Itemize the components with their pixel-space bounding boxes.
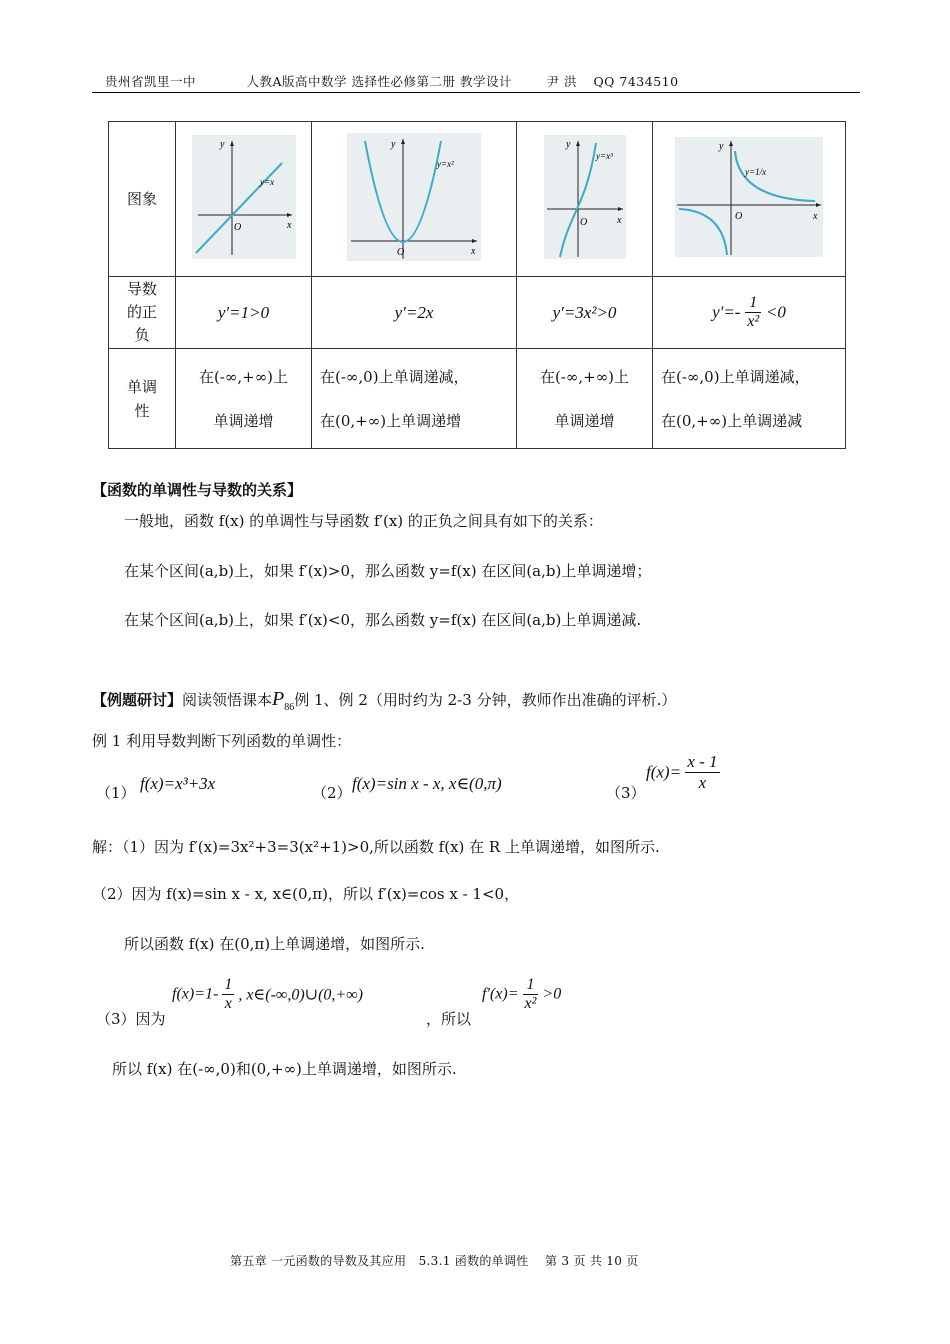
origin-label: O bbox=[579, 217, 587, 228]
mono-linear-line1: 在(-∞,+∞)上 bbox=[198, 367, 289, 386]
y-axis-label: y bbox=[219, 139, 224, 150]
solution-3b: 所以 f(x) 在(-∞,0)和(0,+∞)上单调递增，如图所示. bbox=[112, 1060, 457, 1078]
solution-3-label: （3）因为 bbox=[96, 1010, 166, 1028]
example-page-letter: P bbox=[272, 688, 285, 710]
example-title bbox=[92, 688, 676, 713]
header-qq: QQ 7434510 bbox=[593, 74, 679, 89]
func-label: y=x² bbox=[437, 159, 454, 169]
mono-reciprocal-line2: 在(0,+∞)上单调递减 bbox=[661, 411, 803, 430]
graph-cell-reciprocal bbox=[653, 122, 846, 277]
origin-label: O bbox=[397, 247, 405, 258]
mono-square-line1: 在(-∞,0)上单调递减， bbox=[320, 367, 469, 386]
header-rule bbox=[92, 92, 860, 93]
x-axis-arrow bbox=[816, 203, 821, 207]
deriv-reciprocal bbox=[653, 277, 846, 349]
deriv-reciprocal-den: x² bbox=[747, 313, 760, 330]
example-item-1-label: （1） bbox=[96, 784, 136, 802]
page-header bbox=[105, 72, 679, 90]
solution-2b: 所以函数 f(x) 在(0,π)上单调递增，如图所示. bbox=[124, 935, 425, 953]
deriv-cube bbox=[517, 277, 653, 349]
deriv-square-text: y′=2x bbox=[394, 302, 434, 322]
deriv-cube-text: y′=3x²>0 bbox=[552, 302, 617, 322]
solution-3-f-num: 1 bbox=[224, 976, 233, 993]
solution-3-f-den: x bbox=[224, 995, 232, 1012]
mono-cube-line2: 单调递增 bbox=[554, 411, 615, 430]
y-axis-label: y bbox=[719, 141, 724, 152]
solution-3-f-post: , x∈(-∞,0)∪(0,+∞) bbox=[238, 986, 363, 1004]
example-item-2-formula: f(x)=sin x - x, x∈(0,π) bbox=[352, 774, 502, 793]
solution-3-d-post: >0 bbox=[542, 985, 562, 1003]
relation-title: 【函数的单调性与导数的关系】 bbox=[92, 481, 303, 499]
origin-label: O bbox=[735, 211, 743, 222]
solution-3-derivative bbox=[482, 976, 561, 1013]
example-1-prompt: 例 1 利用导数判断下列函数的单调性： bbox=[92, 732, 352, 750]
example-page-ref bbox=[272, 688, 295, 713]
row-label-graph: 图象 bbox=[109, 122, 176, 277]
mono-reciprocal bbox=[653, 349, 846, 449]
solution-3-d-fraction bbox=[523, 976, 539, 1013]
graph-cell-cube bbox=[517, 122, 653, 277]
solution-3-f-pre: f(x)=1- bbox=[172, 985, 219, 1003]
y-axis-label: y bbox=[391, 139, 396, 150]
function-properties-table bbox=[108, 121, 846, 449]
solution-3-mid: ，所以 bbox=[426, 1010, 472, 1028]
x-axis-arrow bbox=[472, 239, 477, 243]
x-axis-label: x bbox=[616, 215, 621, 226]
solution-3-function bbox=[172, 976, 363, 1013]
relation-intro: 一般地，函数 f(x) 的单调性与导函数 f′(x) 的正负之间具有如下的关系： bbox=[124, 512, 603, 530]
row-label-derivative-text: 导数的正负 bbox=[126, 280, 157, 344]
graph-cube bbox=[544, 135, 626, 259]
solution-3-f-fraction bbox=[222, 976, 234, 1013]
curve-reciprocal-left bbox=[679, 209, 727, 255]
example-page-number: 86 bbox=[284, 702, 295, 713]
mono-linear-line2: 单调递增 bbox=[213, 411, 274, 430]
x-axis-label: x bbox=[471, 246, 476, 257]
mono-reciprocal-line1: 在(-∞,0)上单调递减， bbox=[661, 367, 810, 386]
page-footer: 第五章 一元函数的导数及其应用 5.3.1 函数的单调性 第 3 页 共 10 页 bbox=[230, 1254, 639, 1268]
func-label: y=1/x bbox=[745, 167, 767, 177]
example-item-3-pre: f(x)= bbox=[646, 762, 682, 782]
graph-cell-linear bbox=[176, 122, 312, 277]
example-item-3-fraction bbox=[685, 752, 719, 793]
deriv-linear-text: y′=1>0 bbox=[217, 302, 270, 322]
example-item-1-formula: f(x)=x³+3x bbox=[140, 774, 216, 793]
header-book: 人教A版高中数学 选择性必修第二册 教学设计 bbox=[246, 74, 512, 89]
graph-square bbox=[347, 133, 481, 261]
solution-2a: （2）因为 f(x)=sin x - x, x∈(0,π)，所以 f′(x)=cos x - 1<0， bbox=[92, 885, 520, 903]
mono-square-line2: 在(0,+∞)上单调递增 bbox=[320, 411, 462, 430]
func-label: y=x bbox=[259, 177, 274, 187]
graph-cell-square bbox=[312, 122, 517, 277]
deriv-reciprocal-pre: y′=- bbox=[712, 302, 741, 322]
row-label-derivative bbox=[109, 277, 176, 349]
mono-linear bbox=[176, 349, 312, 449]
y-axis-arrow bbox=[576, 141, 580, 146]
func-label: y=x³ bbox=[595, 151, 613, 161]
solution-3-d-den: x² bbox=[524, 995, 537, 1012]
x-axis-arrow bbox=[618, 207, 623, 211]
graph-reciprocal bbox=[675, 137, 823, 257]
row-label-monotonic-text: 单调性 bbox=[126, 377, 157, 420]
header-author: 尹 洪 bbox=[546, 74, 577, 89]
mono-square bbox=[312, 349, 517, 449]
origin-label: O bbox=[233, 222, 241, 233]
solution-3-d-pre: f′(x)= bbox=[482, 985, 519, 1003]
x-axis-arrow bbox=[287, 213, 292, 217]
row-label-monotonic bbox=[109, 349, 176, 449]
relation-rule-decreasing: 在某个区间(a,b)上，如果 f′(x)<0，那么函数 y=f(x) 在区间(a,b)上单调递减. bbox=[124, 611, 642, 629]
graph-linear bbox=[192, 135, 296, 259]
example-item-3-label: （3） bbox=[606, 784, 646, 802]
relation-rule-increasing: 在某个区间(a,b)上，如果 f′(x)>0，那么函数 y=f(x) 在区间(a,b)上单调递增； bbox=[124, 562, 652, 580]
example-title-bracket: 【例题研讨】 bbox=[92, 691, 183, 709]
example-item-3-formula bbox=[646, 752, 720, 793]
deriv-reciprocal-num: 1 bbox=[745, 294, 761, 313]
y-axis-arrow bbox=[729, 141, 733, 146]
example-item-3-num: x - 1 bbox=[687, 752, 718, 771]
mono-cube-line1: 在(-∞,+∞)上 bbox=[539, 367, 630, 386]
y-axis-arrow bbox=[401, 139, 405, 144]
example-item-2-label: （2） bbox=[312, 784, 352, 802]
deriv-linear bbox=[176, 277, 312, 349]
deriv-reciprocal-post: <0 bbox=[765, 302, 786, 322]
deriv-reciprocal-fraction bbox=[745, 294, 761, 331]
y-axis-label: y bbox=[565, 139, 570, 150]
header-school: 贵州省凯里一中 bbox=[105, 74, 197, 89]
example-title-rest: 例 1、例 2（用时约为 2-3 分钟，教师作出准确的评析.） bbox=[294, 691, 677, 709]
solution-1: 解：（1）因为 f′(x)=3x²+3=3(x²+1)>0,所以函数 f(x) 在 R 上单调递增，如图所示. bbox=[92, 838, 660, 856]
example-item-3-den: x bbox=[698, 773, 707, 792]
y-axis-arrow bbox=[230, 141, 234, 146]
solution-3-d-num: 1 bbox=[523, 976, 539, 995]
mono-cube bbox=[517, 349, 653, 449]
deriv-square bbox=[312, 277, 517, 349]
example-title-text: 阅读领悟课本 bbox=[182, 691, 273, 709]
x-axis-label: x bbox=[286, 220, 291, 231]
x-axis-label: x bbox=[813, 211, 818, 222]
